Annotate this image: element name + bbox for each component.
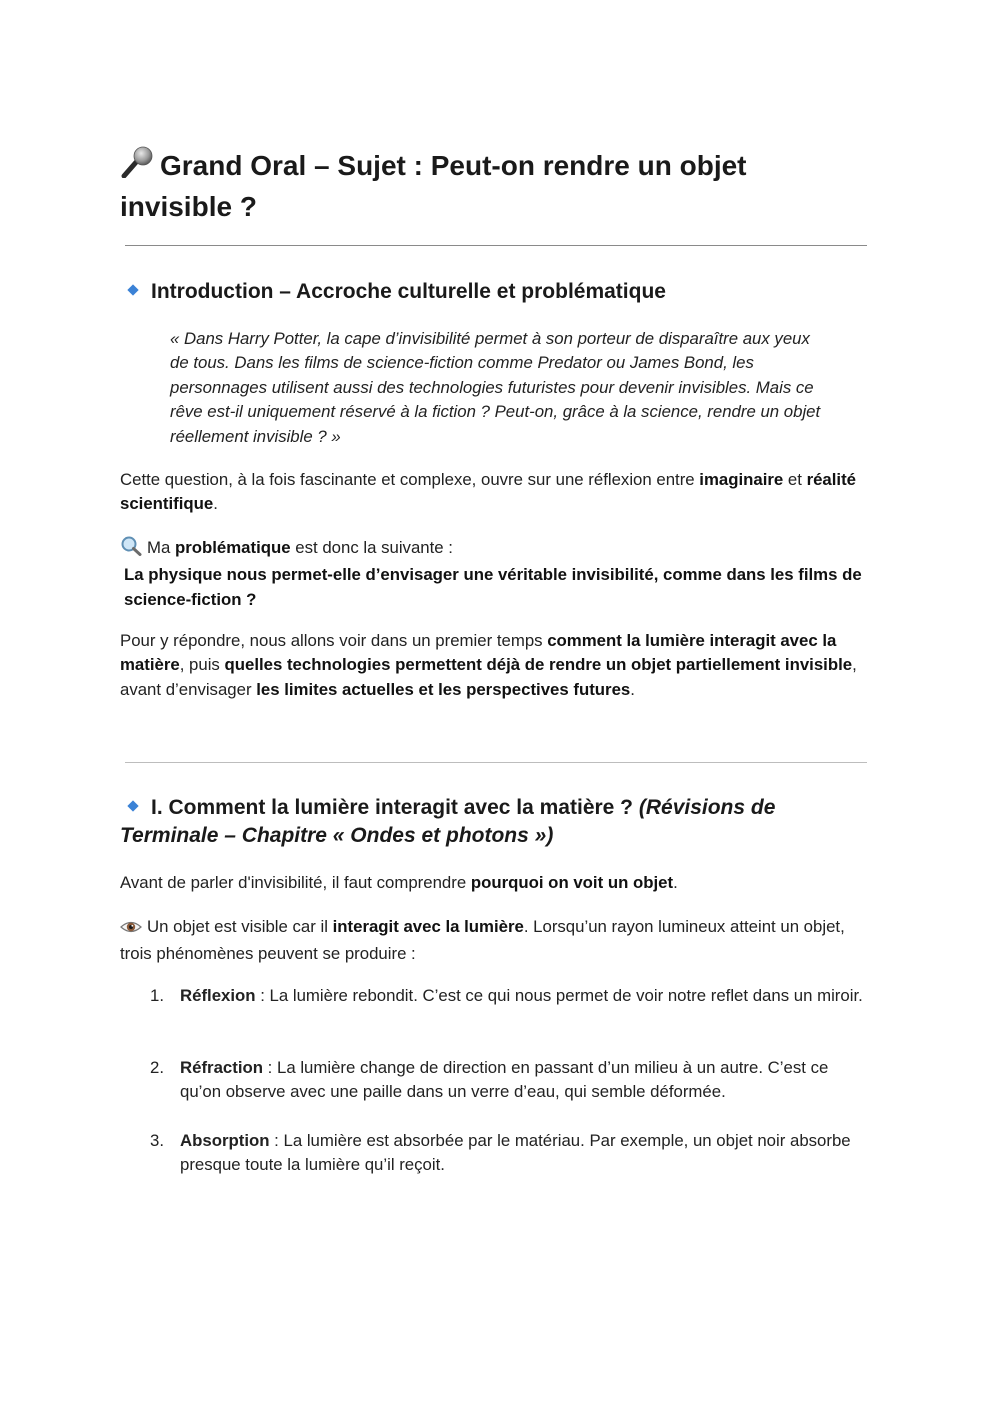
microphone-icon — [120, 146, 154, 188]
section-heading-text: Introduction – Accroche culturelle et problématique — [151, 280, 666, 303]
eye-icon — [120, 918, 142, 942]
divider — [125, 245, 867, 246]
problematique-paragraph: Ma problématique est donc la suivante : La physique nous permet-elle d’envisager une véritable invisibilité, comme dans les films de science-fiction ? — [120, 536, 872, 612]
diamond-bullet-icon — [127, 284, 138, 295]
intro-paragraph-3: Pour y répondre, nous allons voir dans un premier temps comment la lumière interagit avec la matière, puis quelles technologies permettent déjà de rendre un objet partiellement invisible, avant d’envisager les limites actuelles et les perspectives futures. — [120, 631, 857, 699]
divider — [125, 762, 867, 763]
page-title — [120, 146, 840, 226]
part1-paragraph-1: Avant de parler d'invisibilité, il faut comprendre pourquoi on voit un objet. — [120, 873, 678, 892]
section-heading-part1: I. Comment la lumière interagit avec la matière ? (Révisions de Terminale – Chapitre « Ondes et photons ») — [120, 796, 776, 847]
problematique-question: La physique nous permet-elle d’envisager une véritable invisibilité, comme dans les films de science-fiction ? — [124, 565, 862, 609]
section-heading-intro — [120, 278, 872, 306]
intro-paragraph-1: Cette question, à la fois fascinante et complexe, ouvre sur une réflexion entre imaginaire et réalité scientifique. — [120, 470, 857, 514]
part1-paragraph-2: Un objet est visible car il interagit avec la lumière. Lorsqu’un rayon lumineux atteint un objet, trois phénomènes peuvent se produire : — [120, 917, 845, 964]
diamond-bullet-icon — [127, 800, 138, 811]
page-title-text: Grand Oral – Sujet : Peut-on rendre un objet invisible ? — [120, 150, 747, 222]
magnifier-icon — [120, 536, 142, 563]
intro-quote: « Dans Harry Potter, la cape d’invisibilité permet à son porteur de disparaître aux yeux de tous. Dans les films de science-fiction comme Predator ou James Bond, les personnages utilisent aussi des technologies futuristes pour devenir invisibles. Mais ce rêve est-il uniquement réservé à la fiction ? Peut-on, grâce à la science, rendre un objet réellement invisible ? » — [170, 329, 821, 446]
